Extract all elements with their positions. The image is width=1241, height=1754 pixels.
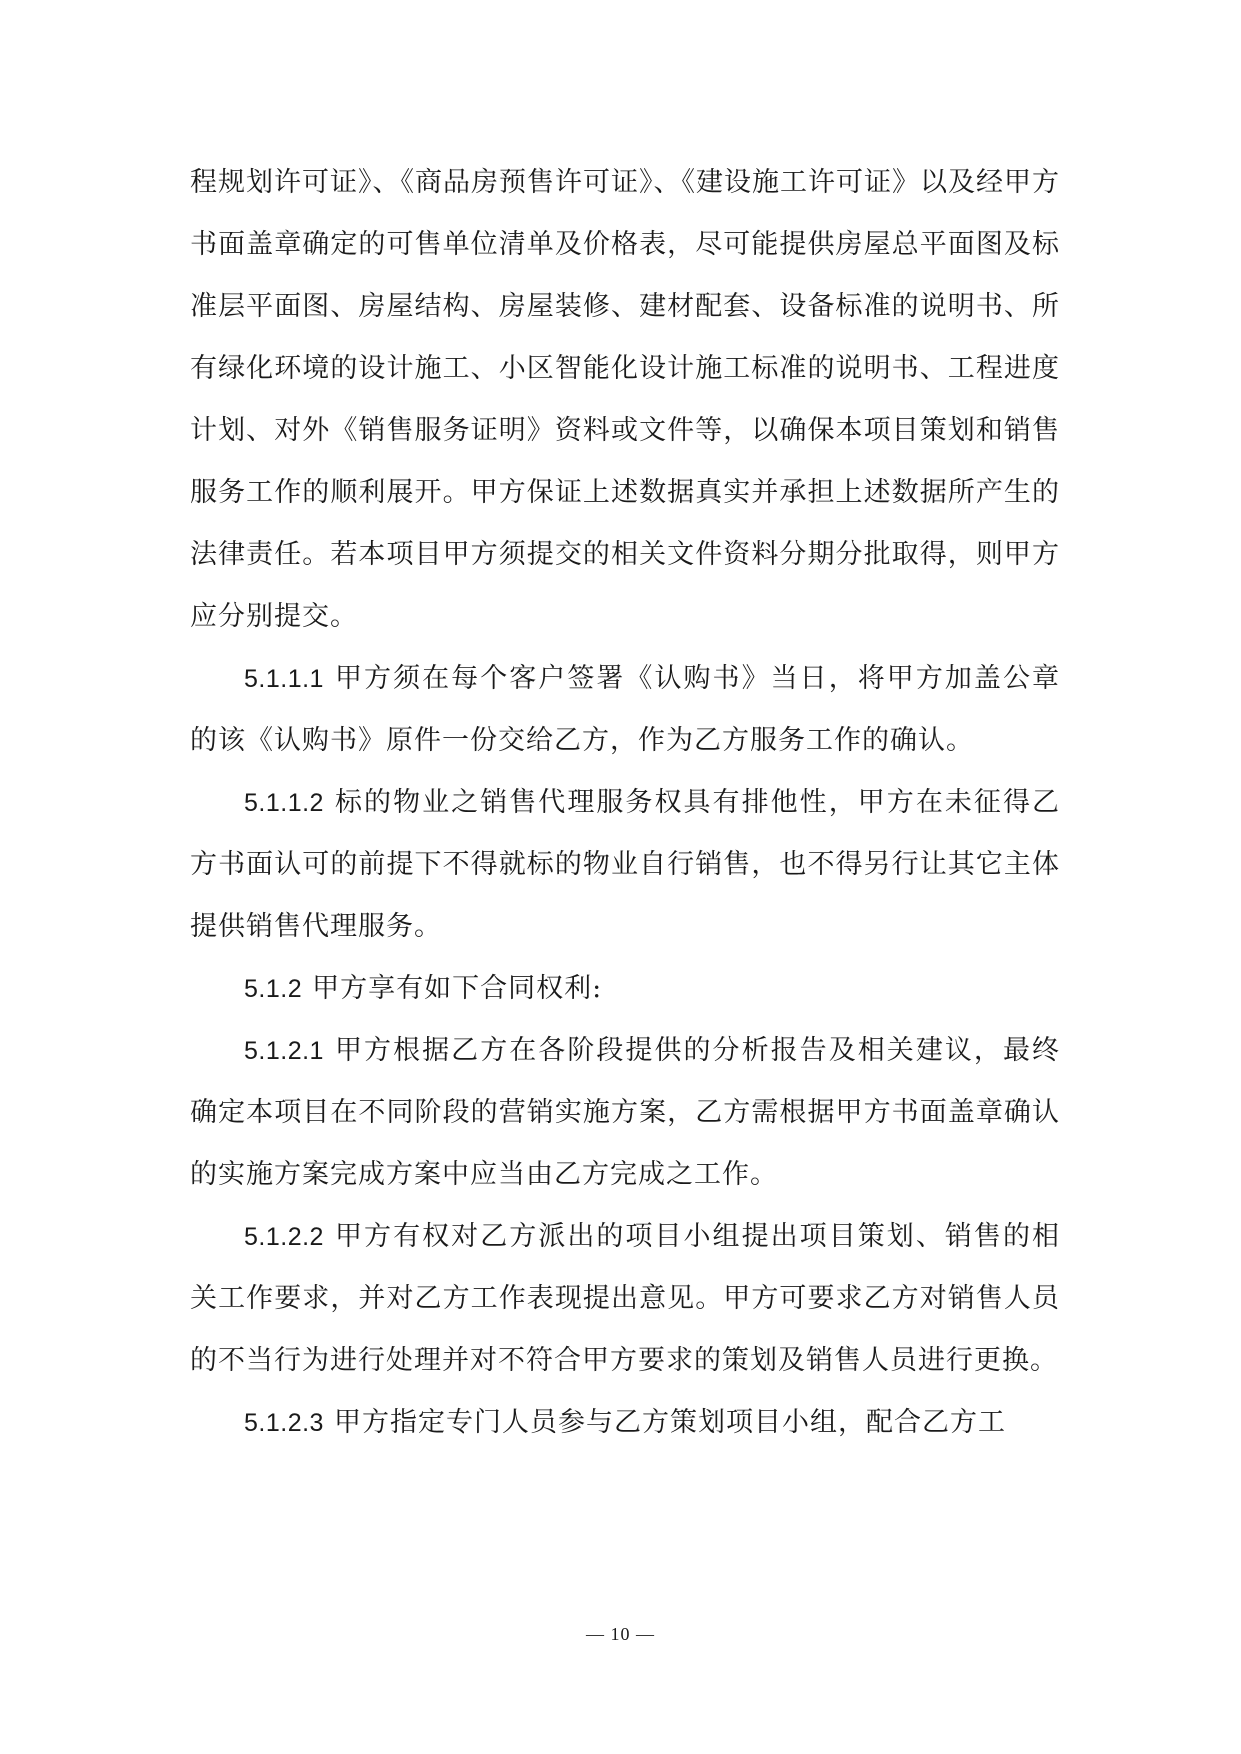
clause-number: 5.1.1.2 xyxy=(244,789,324,817)
page-number: — 10 — xyxy=(586,1624,655,1644)
clause-text: 甲方享有如下合同权利: xyxy=(312,973,603,1004)
clause-5-1-1-2 xyxy=(190,772,1060,958)
clause-text: 甲方根据乙方在各阶段提供的分析报告及相关建议，最终确定本项目在不同阶段的营销实施方案，乙方需根据甲方书面盖章确认的实施方案完成方案中应当由乙方完成之工作。 xyxy=(190,1035,1060,1190)
clause-5-1-2-1 xyxy=(190,1020,1060,1206)
clause-5-1-1-1 xyxy=(190,648,1060,772)
body-text xyxy=(190,152,1060,1454)
clause-text: 甲方指定专门人员参与乙方策划项目小组，配合乙方工 xyxy=(333,1407,1006,1438)
clause-number: 5.1.2.3 xyxy=(244,1409,324,1437)
clause-number: 5.1.2.2 xyxy=(244,1223,324,1251)
clause-number: 5.1.2 xyxy=(244,975,303,1003)
clause-number: 5.1.1.1 xyxy=(244,665,324,693)
paragraph-text: 程规划许可证》、《商品房预售许可证》、《建设施工许可证》以及经甲方书面盖章确定的可售单位清单及价格表，尽可能提供房屋总平面图及标准层平面图、房屋结构、房屋装修、建材配套、设备标准的说明书、所有绿化环境的设计施工、小区智能化设计施工标准的说明书、工程进度计划、对外《销售服务证明》资料或文件等，以确保本项目策划和销售服务工作的顺利展开。甲方保证上述数据真实并承担上述数据所产生的法律责任。若本项目甲方须提交的相关文件资料分期分批取得，则甲方应分别提交。 xyxy=(190,167,1060,632)
clause-text: 甲方有权对乙方派出的项目小组提出项目策划、销售的相关工作要求，并对乙方工作表现提出意见。甲方可要求乙方对销售人员的不当行为进行处理并对不符合甲方要求的策划及销售人员进行更换。 xyxy=(190,1221,1060,1376)
clause-5-1-2-2 xyxy=(190,1206,1060,1392)
clause-text: 标的物业之销售代理服务权具有排他性，甲方在未征得乙方书面认可的前提下不得就标的物业自行销售，也不得另行让其它主体提供销售代理服务。 xyxy=(190,787,1060,942)
clause-5-1-2 xyxy=(190,958,1060,1020)
clause-5-1-2-3 xyxy=(190,1392,1060,1454)
clause-number: 5.1.2.1 xyxy=(244,1037,324,1065)
paragraph-continued xyxy=(190,152,1060,648)
clause-text: 甲方须在每个客户签署《认购书》当日，将甲方加盖公章的该《认购书》原件一份交给乙方，作为乙方服务工作的确认。 xyxy=(190,663,1060,756)
